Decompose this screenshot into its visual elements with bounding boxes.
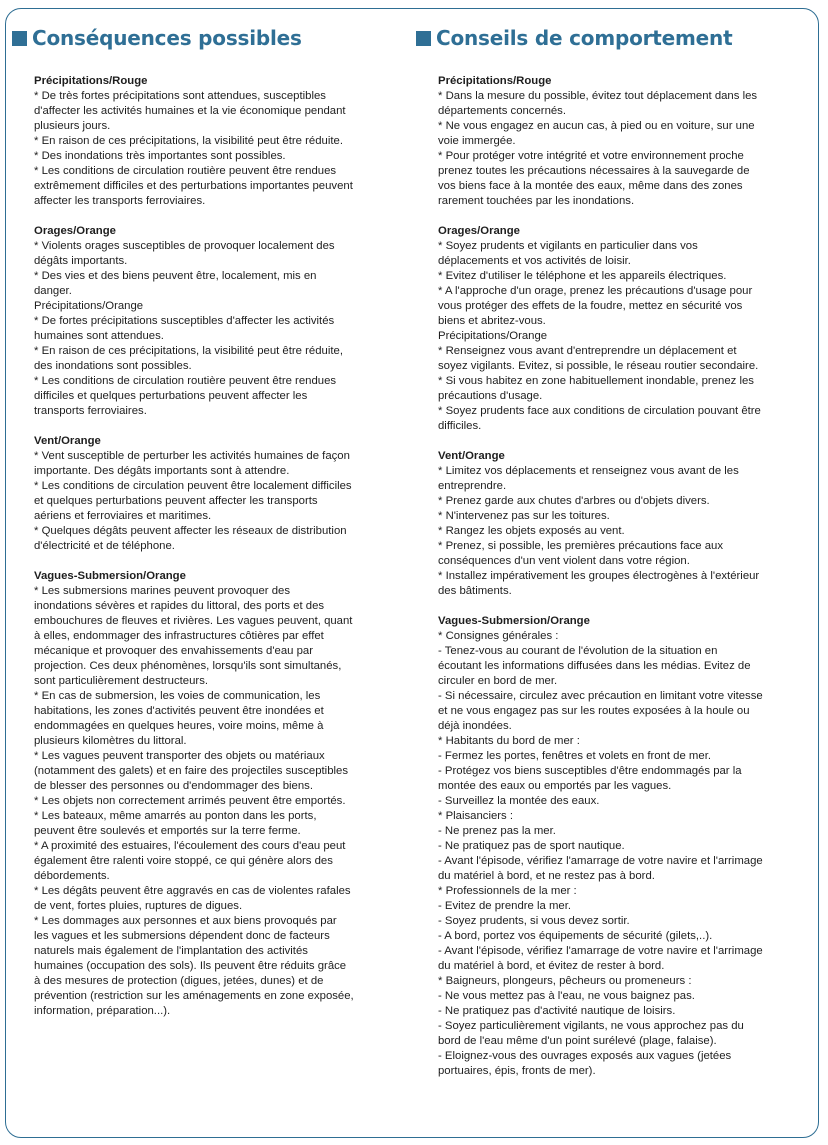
text-line: * Plaisanciers :	[438, 810, 514, 822]
text-line: vos biens face à la montée des eaux, même dans des zones	[438, 180, 743, 192]
text-line: d'électricité et de téléphone.	[34, 540, 175, 552]
text-line: * Des vies et des biens peuvent être, localement, mis en	[34, 270, 317, 282]
text-line: déjà inondées.	[438, 720, 512, 732]
text-line: - Avant l'épisode, vérifiez l'amarrage de votre navire et l'arrimage	[438, 945, 763, 957]
text-line: débordements.	[34, 870, 110, 882]
text-line: et ne vous engagez pas sur les routes exposées à la houle ou	[438, 705, 750, 717]
text-line: aériens et ferroviaires et maritimes.	[34, 510, 212, 522]
text-line: prenez toutes les précautions nécessaires à la sauvegarde de	[438, 165, 750, 177]
text-line: endommagées en quelques heures, voire moins, même à	[34, 720, 324, 732]
text-line: extrêmement difficiles et des perturbations importantes peuvent	[34, 180, 353, 192]
text-line: déplacements et vos activités de loisir.	[438, 255, 631, 267]
text-line: précautions d'usage.	[438, 390, 543, 402]
text-line: * Rangez les objets exposés au vent.	[438, 525, 625, 537]
text-line: * Les conditions de circulation peuvent être localement difficiles	[34, 480, 352, 492]
text-line: * De fortes précipitations susceptibles d'affecter les activités	[34, 315, 335, 327]
text-line: * Soyez prudents et vigilants en particulier dans vos	[438, 240, 698, 252]
text-line: biens et abritez-vous.	[438, 315, 546, 327]
text-line: conséquences d'un vent violent dans votre région.	[438, 555, 690, 567]
text-line: des bâtiments.	[438, 585, 512, 597]
advice-body	[438, 74, 763, 1094]
text-line: Précipitations/Orange	[34, 300, 144, 312]
text-line: * Baigneurs, plongeurs, pêcheurs ou promeneurs :	[438, 975, 692, 987]
text-line: * Evitez d'utiliser le téléphone et les appareils électriques.	[438, 270, 727, 282]
text-line: * Prenez garde aux chutes d'arbres ou d'objets divers.	[438, 495, 710, 507]
section	[438, 614, 763, 1079]
advice-title: Conseils de comportement	[436, 26, 733, 50]
section-title: Orages/Orange	[438, 225, 520, 237]
text-line: et quelques perturbations peuvent affecter les transports	[34, 495, 318, 507]
text-line: * Habitants du bord de mer :	[438, 735, 580, 747]
text-line: * Si vous habitez en zone habituellement inondable, prenez les	[438, 375, 754, 387]
text-line: importante. Des dégâts importants sont à attendre.	[34, 465, 290, 477]
text-line: d'affecter les activités humaines et la vie économique pendant	[34, 105, 346, 117]
text-line: difficiles et quelques perturbations peuvent affecter les	[34, 390, 308, 402]
text-line: soyez vigilants. Evitez, si possible, le réseau routier secondaire.	[438, 360, 759, 372]
text-line: - Fermez les portes, fenêtres et volets en front de mer.	[438, 750, 711, 762]
text-line: difficiles.	[438, 420, 482, 432]
text-line: les vagues et les submersions dépendent donc de facteurs	[34, 930, 330, 942]
text-line: * Les conditions de circulation routière peuvent être rendues	[34, 165, 337, 177]
text-line: embouchures de fleuves et rivières. Les vagues peuvent, quant	[34, 615, 353, 627]
text-line: à elles, endommager des infrastructures côtières par effet	[34, 630, 324, 642]
text-line: * Renseignez vous avant d'entreprendre un déplacement et	[438, 345, 737, 357]
text-line: bord de l'eau même d'un point surélevé (plage, falaise).	[438, 1035, 717, 1047]
text-line: - A bord, portez vos équipements de sécurité (gilets,..).	[438, 930, 713, 942]
text-line: * A l'approche d'un orage, prenez les précautions d'usage pour	[438, 285, 753, 297]
text-line: prévention (restriction sur les aménagements en zone exposée,	[34, 990, 354, 1002]
text-line: sont particulièrement destructeurs.	[34, 675, 209, 687]
text-line: du matériel à bord, et évitez de rester à bord.	[438, 960, 665, 972]
text-line: des inondations sont possibles.	[34, 360, 192, 372]
text-line: * Les vagues peuvent transporter des objets ou matériaux	[34, 750, 325, 762]
text-line: plusieurs jours.	[34, 120, 111, 132]
section	[34, 434, 354, 554]
text-line: également être ralenti voire stoppé, ce qui génère alors des	[34, 855, 333, 867]
section-title: Vent/Orange	[34, 435, 101, 447]
text-line: * Les dommages aux personnes et aux biens provoqués par	[34, 915, 337, 927]
text-line: * En raison de ces précipitations, la visibilité peut être réduite,	[34, 345, 343, 357]
consequences-title: Conséquences possibles	[32, 26, 302, 50]
section-title: Orages/Orange	[34, 225, 116, 237]
text-line: * Ne vous engagez en aucun cas, à pied ou en voiture, sur une	[438, 120, 755, 132]
text-line: * Dans la mesure du possible, évitez tout déplacement dans les	[438, 90, 758, 102]
text-line: * En raison de ces précipitations, la visibilité peut être réduite.	[34, 135, 343, 147]
text-line: peuvent être soulevés et emportés sur la terre ferme.	[34, 825, 301, 837]
text-line: voie immergée.	[438, 135, 516, 147]
text-line: * Pour protéger votre intégrité et votre environnement proche	[438, 150, 744, 162]
text-line: - Ne pratiquez pas de sport nautique.	[438, 840, 625, 852]
text-line: * Quelques dégâts peuvent affecter les réseaux de distribution	[34, 525, 347, 537]
text-line: inondations sévères et rapides du littoral, des ports et des	[34, 600, 325, 612]
text-line: mécanique et provoquer des envahissements d'eau par	[34, 645, 314, 657]
text-line: - Protégez vos biens susceptibles d'être endommagés par la	[438, 765, 742, 777]
text-line: vous protéger des effets de la foudre, mettez en sécurité vos	[438, 300, 743, 312]
text-line: * Les objets non correctement arrimés peuvent être emportés.	[34, 795, 346, 807]
consequences-heading	[12, 26, 302, 50]
text-line: transports ferroviaires.	[34, 405, 147, 417]
text-line: danger.	[34, 285, 72, 297]
text-line: affecter les transports ferroviaires.	[34, 195, 206, 207]
text-line: entreprendre.	[438, 480, 507, 492]
text-line: * Professionnels de la mer :	[438, 885, 577, 897]
text-line: humaines sont attendues.	[34, 330, 164, 342]
text-line: portuaires, épis, fronts de mer).	[438, 1065, 596, 1077]
section-title: Vent/Orange	[438, 450, 505, 462]
text-line: - Ne prenez pas la mer.	[438, 825, 556, 837]
text-line: Précipitations/Orange	[438, 330, 548, 342]
text-line: habitations, les zones d'activités peuvent être inondées et	[34, 705, 324, 717]
text-line: * Installez impérativement les groupes électrogènes à l'extérieur	[438, 570, 760, 582]
text-line: - Ne vous mettez pas à l'eau, ne vous baignez pas.	[438, 990, 695, 1002]
text-line: * Vent susceptible de perturber les activités humaines de façon	[34, 450, 350, 462]
text-line: * En cas de submersion, les voies de communication, les	[34, 690, 321, 702]
text-line: plusieurs kilomètres du littoral.	[34, 735, 187, 747]
section	[438, 224, 763, 434]
section	[34, 74, 354, 209]
text-line: de blesser des personnes ou d'endommager des biens.	[34, 780, 314, 792]
section	[438, 449, 763, 599]
text-line: écoutant les informations diffusées dans les médias. Evitez de	[438, 660, 751, 672]
text-line: humaines (occupation des sols). Ils peuvent être réduits grâce	[34, 960, 347, 972]
text-line: circuler en bord de mer.	[438, 675, 558, 687]
text-line: * Limitez vos déplacements et renseignez vous avant de les	[438, 465, 739, 477]
section	[438, 74, 763, 209]
text-line: - Evitez de prendre la mer.	[438, 900, 572, 912]
square-bullet-icon	[12, 31, 27, 46]
section	[34, 569, 354, 1019]
section-title: Vagues-Submersion/Orange	[438, 615, 590, 627]
text-line: * N'intervenez pas sur les toitures.	[438, 510, 610, 522]
text-line: * A proximité des estuaires, l'écoulement des cours d'eau peut	[34, 840, 346, 852]
text-line: * Soyez prudents face aux conditions de circulation pouvant être	[438, 405, 761, 417]
text-line: - Avant l'épisode, vérifiez l'amarrage de votre navire et l'arrimage	[438, 855, 763, 867]
text-line: du matériel à bord, et ne restez pas à bord.	[438, 870, 655, 882]
advice-heading	[416, 26, 732, 50]
text-line: * Violents orages susceptibles de provoquer localement des	[34, 240, 335, 252]
text-line: * Les dégâts peuvent être aggravés en cas de violentes rafales	[34, 885, 351, 897]
text-line: (notamment des galets) et en faire des projectiles susceptibles	[34, 765, 349, 777]
text-line: départements concernés.	[438, 105, 567, 117]
section-title: Vagues-Submersion/Orange	[34, 570, 186, 582]
text-line: - Eloignez-vous des ouvrages exposés aux vagues (jetées	[438, 1050, 732, 1062]
text-line: information, préparation...).	[34, 1005, 171, 1017]
text-line: naturels mais également de l'implantation des activités	[34, 945, 308, 957]
text-line: de vent, fortes pluies, ruptures de digues.	[34, 900, 243, 912]
square-bullet-icon	[416, 31, 431, 46]
text-line: * Les bateaux, même amarrés au ponton dans les ports,	[34, 810, 317, 822]
text-line: - Soyez particulièrement vigilants, ne vous approchez pas du	[438, 1020, 744, 1032]
text-line: - Ne pratiquez pas d'activité nautique de loisirs.	[438, 1005, 676, 1017]
text-line: - Soyez prudents, si vous devez sortir.	[438, 915, 630, 927]
section-title: Précipitations/Rouge	[34, 75, 148, 87]
text-line: * De très fortes précipitations sont attendues, susceptibles	[34, 90, 326, 102]
text-line: - Tenez-vous au courant de l'évolution de la situation en	[438, 645, 718, 657]
consequences-body	[34, 74, 354, 1034]
text-line: - Surveillez la montée des eaux.	[438, 795, 600, 807]
text-line: à des mesures de protection (digues, jetées, dunes) et de	[34, 975, 324, 987]
text-line: * Des inondations très importantes sont possibles.	[34, 150, 286, 162]
section-title: Précipitations/Rouge	[438, 75, 552, 87]
text-line: * Les conditions de circulation routière peuvent être rendues	[34, 375, 337, 387]
section	[34, 224, 354, 419]
text-line: projection. Ces deux phénomènes, lorsqu'ils sont simultanés,	[34, 660, 342, 672]
text-line: * Consignes générales :	[438, 630, 559, 642]
text-line: rarement touchées par les inondations.	[438, 195, 635, 207]
text-line: * Prenez, si possible, les premières précautions face aux	[438, 540, 723, 552]
text-line: montée des eaux ou emportés par les vagues.	[438, 780, 672, 792]
text-line: - Si nécessaire, circulez avec précaution en limitant votre vitesse	[438, 690, 763, 702]
text-line: dégâts importants.	[34, 255, 128, 267]
text-line: * Les submersions marines peuvent provoquer des	[34, 585, 291, 597]
